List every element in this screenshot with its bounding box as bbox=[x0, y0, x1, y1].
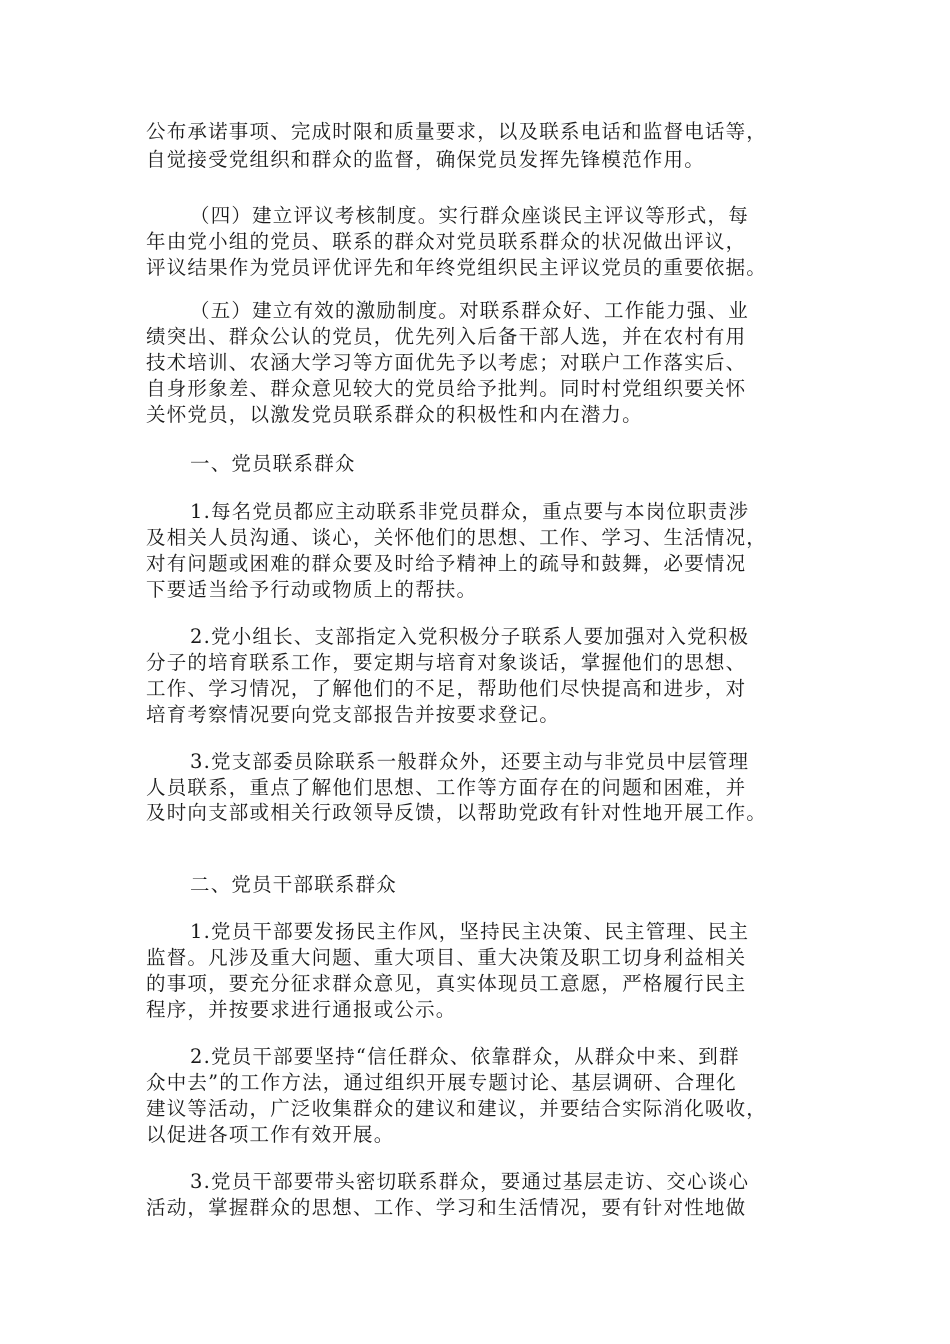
text-line: 绩突出、群众公认的党员，优先列入后备干部人选，并在农村有用 bbox=[146, 325, 747, 348]
text-line: 人员联系，重点了解他们思想、工作等方面存在的问题和困难，并 bbox=[146, 776, 747, 799]
text-line: 2.党员干部要坚持“信任群众、依靠群众，从群众中来、到群 bbox=[190, 1045, 740, 1068]
text-line: 的事项，要充分征求群众意见，真实体现员工意愿，严格履行民主 bbox=[146, 972, 747, 995]
text-line: 活动，掌握群众的思想、工作、学习和生活情况，要有针对性地做 bbox=[146, 1196, 747, 1219]
text-line: 1.每名党员都应主动联系非党员群众，重点要与本岗位职责涉 bbox=[190, 500, 750, 523]
section-heading: 二、党员干部联系群众 bbox=[190, 873, 398, 896]
text-line: 3.党支部委员除联系一般群众外，还要主动与非党员中层管理 bbox=[190, 750, 750, 773]
text-line: 年由党小组的党员、联系的群众对党员联系群众的状况做出评议， bbox=[146, 230, 747, 253]
text-line: 公布承诺事项、完成时限和质量要求，以及联系电话和监督电话等， bbox=[146, 120, 768, 143]
text-line: 监督。凡涉及重大问题、重大项目、重大决策及职工切身利益相关 bbox=[146, 946, 747, 969]
text-line: 及相关人员沟通、谈心，关怀他们的思想、工作、学习、生活情况， bbox=[146, 526, 768, 549]
text-line: 自觉接受党组织和群众的监督，确保党员发挥先锋模范作用。 bbox=[146, 148, 705, 171]
text-line: 以促进各项工作有效开展。 bbox=[146, 1123, 395, 1146]
text-line: 及时向支部或相关行政领导反馈，以帮助党政有针对性地开展工作。 bbox=[146, 801, 768, 824]
text-line: 评议结果作为党员评优评先和年终党组织民主评议党员的重要依据。 bbox=[146, 256, 768, 279]
text-line: （四）建立评议考核制度。实行群众座谈民主评议等形式，每 bbox=[190, 204, 749, 227]
text-line: 自身形象差、群众意见较大的党员给予批判。同时村党组织要关怀 bbox=[146, 377, 747, 400]
text-line: 对有问题或困难的群众要及时给予精神上的疏导和鼓舞，必要情况 bbox=[146, 552, 747, 575]
text-line: 众中去”的工作方法，通过组织开展专题讨论、基层调研、合理化 bbox=[146, 1071, 737, 1094]
text-line: 下要适当给予行动或物质上的帮扶。 bbox=[146, 578, 478, 601]
text-line: 培育考察情况要向党支部报告并按要求登记。 bbox=[146, 703, 561, 726]
text-line: 工作、学习情况，了解他们的不足，帮助他们尽快提高和进步，对 bbox=[146, 677, 747, 700]
text-line: 2.党小组长、支部指定入党积极分子联系人要加强对入党积极 bbox=[190, 625, 750, 648]
text-line: （五）建立有效的激励制度。对联系群众好、工作能力强、业 bbox=[190, 299, 749, 322]
section-heading: 一、党员联系群众 bbox=[190, 452, 356, 475]
text-line: 3.党员干部要带头密切联系群众，要通过基层走访、交心谈心 bbox=[190, 1170, 750, 1193]
text-line: 关怀党员，以激发党员联系群众的积极性和内在潜力。 bbox=[146, 403, 643, 426]
text-line: 分子的培育联系工作，要定期与培育对象谈话，掌握他们的思想、 bbox=[146, 651, 747, 674]
text-line: 1.党员干部要发扬民主作风，坚持民主决策、民主管理、民主 bbox=[190, 920, 750, 943]
text-line: 程序，并按要求进行通报或公示。 bbox=[146, 998, 457, 1021]
text-line: 技术培训、农涵大学习等方面优先予以考虑；对联户工作落实后、 bbox=[146, 351, 747, 374]
text-line: 建议等活动，广泛收集群众的建议和建议，并要结合实际消化吸收， bbox=[146, 1097, 768, 1120]
